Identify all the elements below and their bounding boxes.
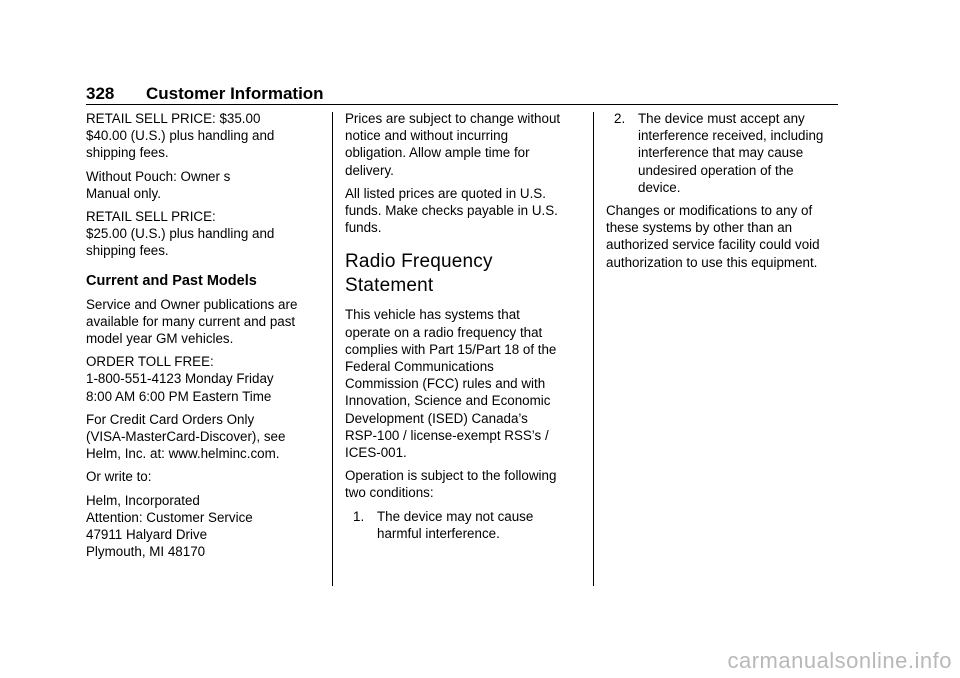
radio-frequency-heading: Radio Frequency Statement <box>345 251 493 297</box>
price-paragraph-1: RETAIL SELL PRICE: $35.00 $40.00 (U.S.) plus handling and shipping fees. <box>86 111 275 161</box>
condition-item-1 <box>345 508 585 542</box>
address-paragraph: Helm, Incorporated Attention: Customer Service 47911 Halyard Drive Plymouth, MI 48170 <box>86 492 253 560</box>
column-2 <box>345 110 585 548</box>
column-divider-1 <box>332 112 333 586</box>
order-toll-free-paragraph: ORDER TOLL FREE: 1-800-551-4123 Monday Friday 8:00 AM 6:00 PM Eastern Time <box>86 354 274 404</box>
condition-number-1: 1. <box>353 508 365 524</box>
conditions-list-part-2 <box>606 110 846 196</box>
page-header <box>86 84 838 105</box>
condition-number-2: 2. <box>614 111 626 126</box>
us-funds-paragraph: All listed prices are quoted in U.S. funds. Make checks payable in U.S. funds. <box>345 185 558 236</box>
without-pouch-paragraph: Without Pouch: Owner s Manual only. <box>86 168 231 201</box>
write-to-paragraph: Or write to: <box>86 469 152 485</box>
section-title: Customer Information <box>146 84 324 103</box>
current-past-models-heading: Current and Past Models <box>86 272 257 289</box>
column-3 <box>606 110 846 277</box>
radio-systems-paragraph: This vehicle has systems that operate on a radio frequency that complies with Part 15/Part 18 of the Federal Communications Commission (FCC) rules and with Innovation, Science and Economic Development (ISED) Canada’s RSP-100 / license-exempt RSS’s / ICES-001. <box>345 307 557 461</box>
column-1 <box>86 110 326 566</box>
credit-card-paragraph: For Credit Card Orders Only (VISA-MasterCard-Discover), see Helm, Inc. at: www.helminc.com. <box>86 411 286 462</box>
column-divider-2 <box>593 112 594 586</box>
conditions-list-part-1 <box>345 508 585 542</box>
modifications-paragraph: Changes or modifications to any of these systems by other than an authorized service facility could void authorization to use this equipment. <box>606 203 820 270</box>
condition-text-2: The device must accept any interference received, including interference that may cause undesired operation of the device. <box>638 111 824 195</box>
page-number: 328 <box>86 84 115 103</box>
conditions-intro-paragraph: Operation is subject to the following two conditions: <box>345 468 557 501</box>
publications-paragraph: Service and Owner publications are available for many current and past model year GM vehicles. <box>86 296 298 347</box>
watermark-text: carmanualsonline.info <box>727 648 952 673</box>
price-paragraph-2: RETAIL SELL PRICE: $25.00 (U.S.) plus handling and shipping fees. <box>86 209 275 259</box>
condition-item-2 <box>606 110 846 196</box>
condition-text-1: The device may not cause harmful interference. <box>377 508 534 541</box>
prices-change-paragraph: Prices are subject to change without notice and without incurring obligation. Allow ample time for delivery. <box>345 111 561 178</box>
